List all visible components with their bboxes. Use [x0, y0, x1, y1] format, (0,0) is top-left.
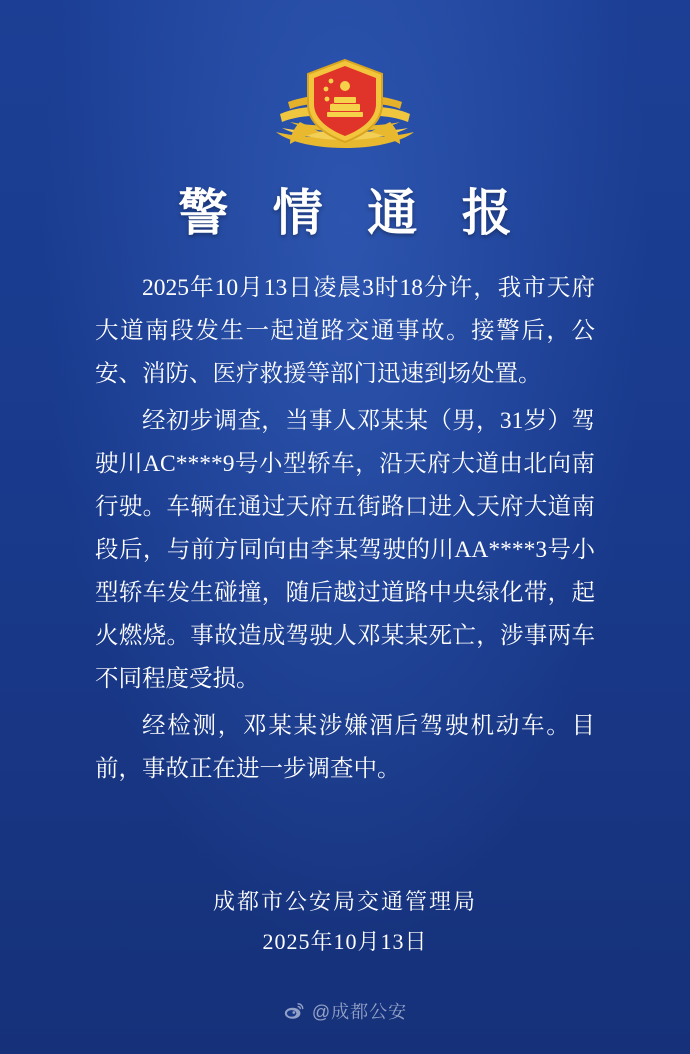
notice-body [95, 267, 595, 795]
weibo-icon [283, 1000, 305, 1022]
police-emblem-icon [270, 52, 420, 164]
issue-date: 2025年10月13日 [262, 929, 428, 954]
notice-paragraph: 经初步调查，当事人邓某某（男，31岁）驾驶川AC****9号小型轿车，沿天府大道由北向南行驶。车辆在通过天府五街路口进入天府大道南段后，与前方同向由李某驾驶的川AA****3号小型轿车发生碰撞，随后越过道路中央绿化带，起火燃烧。事故造成驾驶人邓某某死亡，涉事两车不同程度受损。 [95, 408, 595, 692]
weibo-account: @成都公安 [311, 1002, 408, 1022]
page-title: 警 情 通 报 [178, 185, 528, 241]
notice-paragraph: 2025年10月13日凌晨3时18分许，我市天府大道南段发生一起道路交通事故。接警后，公安、消防、医疗救援等部门迅速到场处置。 [95, 275, 595, 387]
notice-paragraph: 经检测，邓某某涉嫌酒后驾驶机动车。目前，事故正在进一步调查中。 [95, 713, 595, 782]
signature-block [95, 882, 595, 968]
watermark-footer [0, 968, 690, 1054]
issuing-organization: 成都市公安局交通管理局 [212, 889, 477, 914]
